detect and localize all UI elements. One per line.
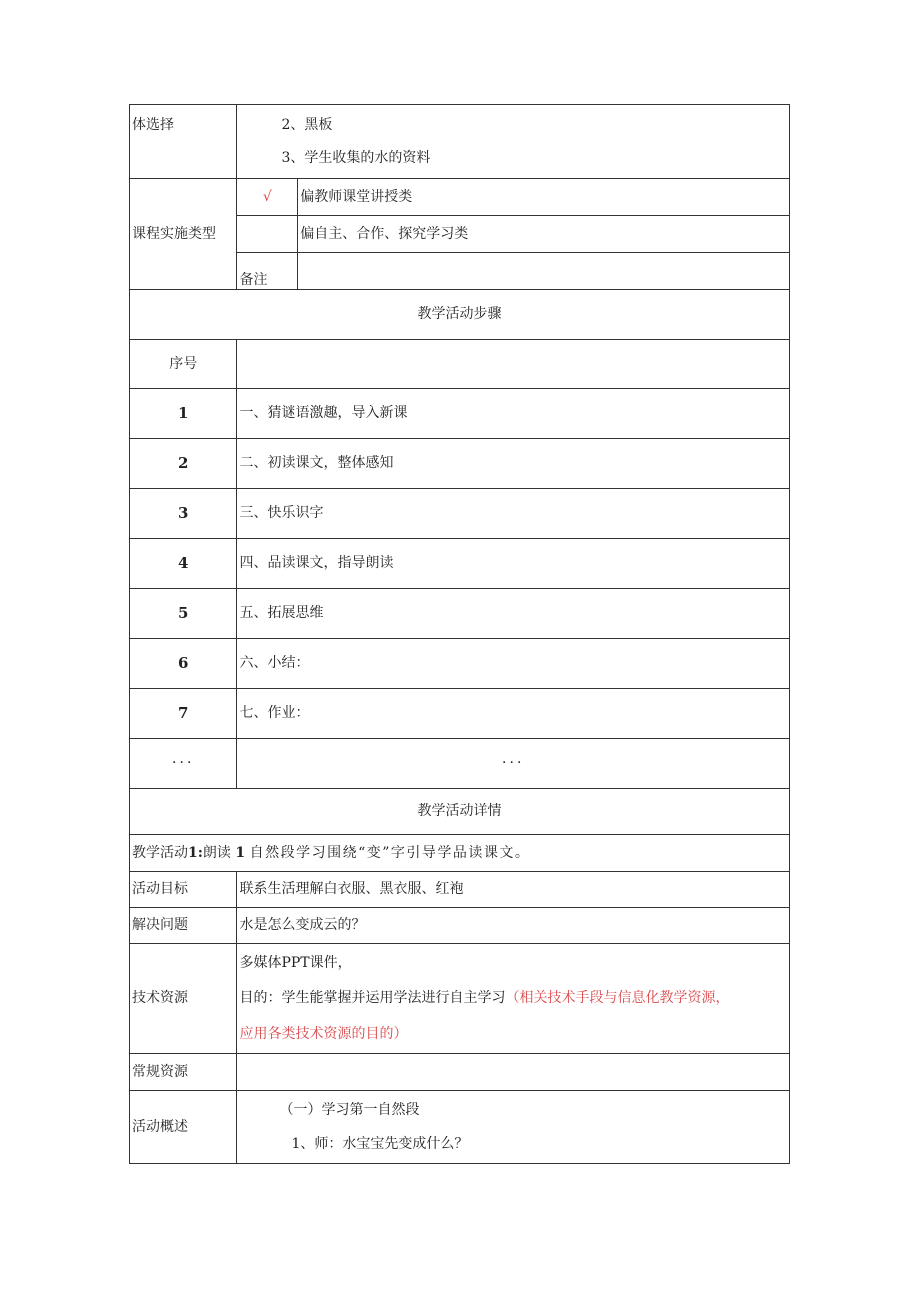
step-text: 三、快乐识字 [237, 489, 790, 539]
problem-value: 水是怎么变成云的？ [237, 908, 790, 944]
step-row [130, 389, 790, 439]
step-text: 七、作业： [237, 689, 790, 739]
activity-paragraph-number: 1 [235, 844, 246, 861]
ellipsis-right: ··· [237, 739, 790, 789]
steps-title-row [130, 290, 790, 340]
ellipsis-left: ··· [130, 739, 237, 789]
goal-value: 联系生活理解白衣服、黑衣服、红袍 [237, 872, 790, 908]
step-row [130, 639, 790, 689]
problem-label: 解决问题 [130, 908, 237, 944]
media-items [237, 105, 790, 179]
steps-title: 教学活动步骤 [130, 290, 790, 340]
activity-number: 1: [188, 844, 203, 861]
step-text: 四、品读课文，指导朗读 [237, 539, 790, 589]
step-text: 一、猜谜语激趣，导入新课 [237, 389, 790, 439]
activity-rest: 自然段学习围绕“变”字引导学品读课文。 [249, 844, 531, 861]
step-row [130, 489, 790, 539]
overview-label: 活动概述 [130, 1091, 237, 1164]
overview-value [237, 1091, 790, 1164]
overview-line-1: （一）学习第一自然段 [279, 1102, 420, 1119]
goal-label: 活动目标 [130, 872, 237, 908]
step-row [130, 539, 790, 589]
steps-header-empty [237, 340, 790, 389]
activity-title-row [130, 835, 790, 872]
step-row [130, 439, 790, 489]
activity-prefix: 教学活动 [132, 844, 188, 861]
details-title: 教学活动详情 [130, 789, 790, 835]
tech-value [237, 944, 790, 1054]
course-type-option-1: 偏教师课堂讲授类 [298, 179, 790, 216]
regular-row [130, 1054, 790, 1091]
media-item: 2、黑板 [281, 117, 333, 133]
step-number: 1 [130, 389, 237, 439]
tech-note-continued: 应用各类技术资源的目的） [239, 1025, 408, 1042]
regular-value [237, 1054, 790, 1091]
check-mark-icon: √ [237, 179, 298, 216]
steps-ellipsis-row [130, 739, 790, 789]
step-text: 六、小结： [237, 639, 790, 689]
steps-header-label: 序号 [130, 340, 237, 389]
steps-header-row [130, 340, 790, 389]
media-item: 3、学生收集的水的资料 [281, 150, 431, 167]
step-number: 4 [130, 539, 237, 589]
overview-row [130, 1091, 790, 1164]
step-row [130, 589, 790, 639]
details-title-row [130, 789, 790, 835]
step-number: 6 [130, 639, 237, 689]
course-type-row-1 [130, 179, 790, 216]
course-type-check-empty [237, 216, 298, 253]
overview-line-2: 1、师：水宝宝先变成什么？ [291, 1135, 469, 1152]
problem-row [130, 908, 790, 944]
step-text: 五、拓展思维 [237, 589, 790, 639]
media-label: 体选择 [130, 105, 237, 179]
regular-label: 常规资源 [130, 1054, 237, 1091]
course-type-label: 课程实施类型 [130, 179, 237, 290]
remark-label: 备注 [237, 253, 298, 290]
tech-label: 技术资源 [130, 944, 237, 1054]
step-number: 7 [130, 689, 237, 739]
tech-line-1: 多媒体PPT课件， [239, 955, 352, 972]
tech-row [130, 944, 790, 1054]
step-text: 二、初读课文，整体感知 [237, 439, 790, 489]
activity-title [130, 835, 790, 872]
media-row [130, 105, 790, 179]
tech-note: （相关技术手段与信息化教学资源， [505, 990, 730, 1007]
step-number: 3 [130, 489, 237, 539]
activity-mid: 朗读 [202, 844, 231, 861]
course-type-option-2: 偏自主、合作、探究学习类 [298, 216, 790, 253]
lesson-plan-table [129, 104, 790, 1164]
step-number: 5 [130, 589, 237, 639]
step-number: 2 [130, 439, 237, 489]
tech-line-2: 目的：学生能掌握并运用学法进行自主学习（相关技术手段与信息化教学资源， [239, 990, 730, 1007]
remark-value [298, 253, 790, 290]
goal-row [130, 872, 790, 908]
step-row [130, 689, 790, 739]
